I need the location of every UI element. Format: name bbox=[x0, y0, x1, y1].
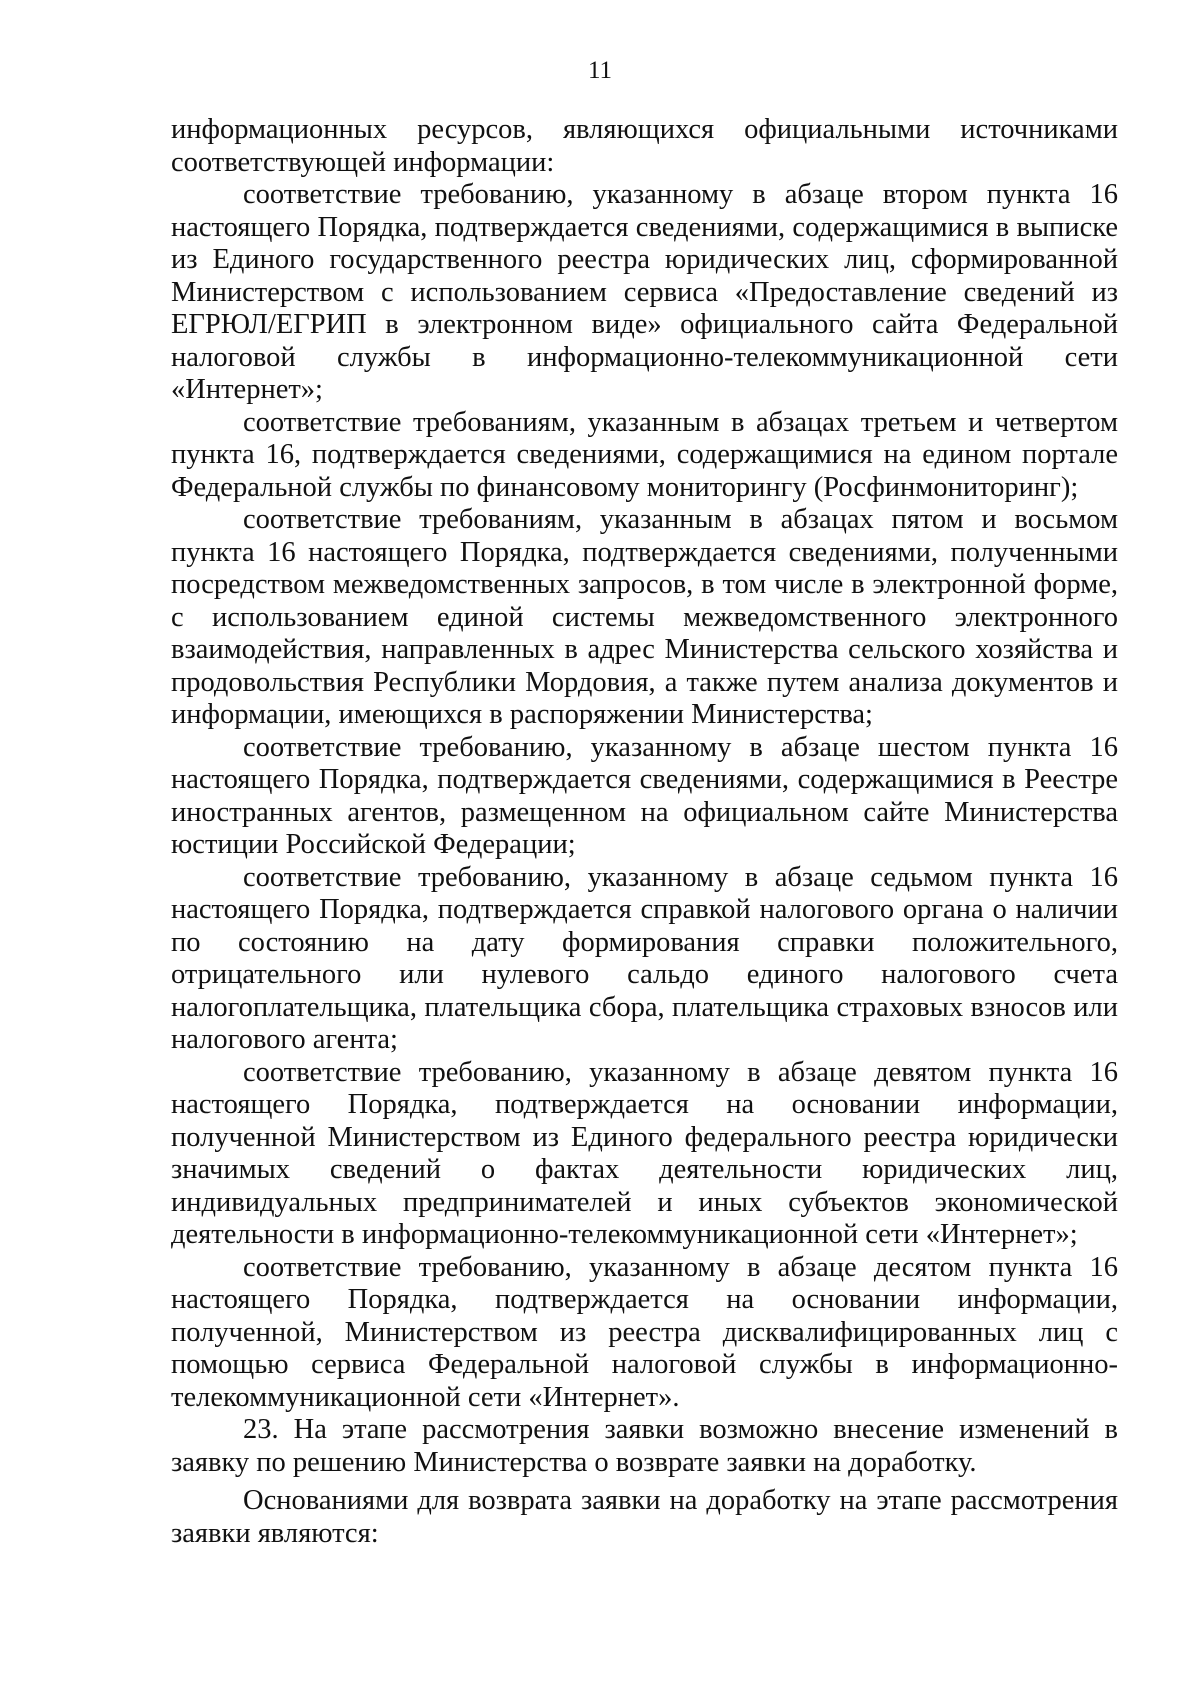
paragraph-tax-certificate-requirement: соответствие требованию, указанному в абзаце седьмом пункта 16 настоящего Порядка, подтверждается справкой налогового органа о наличии по состоянию на дату формирования справки положительного, отрицательного или нулевого сальдо единого налогового счета налогоплательщика, плательщика сбора, плательщика страховых взносов или налогового агента; bbox=[171, 861, 1118, 1055]
paragraph-item-23: 23. На этапе рассмотрения заявки возможно внесение изменений в заявку по решению Министерства о возврате заявки на доработку. bbox=[171, 1414, 1118, 1478]
page-number: 11 bbox=[587, 57, 613, 84]
paragraph-foreign-agents-requirement: соответствие требованию, указанному в абзаце шестом пункта 16 настоящего Порядка, подтверждается сведениями, содержащимися в Реестре иностранных агентов, размещенном на официальном сайте Министерства юстиции Российской Федерации; bbox=[171, 731, 1118, 860]
paragraph-continuation: информационных ресурсов, являющихся официальными источниками соответствующей информации: bbox=[171, 114, 1118, 178]
paragraph-return-grounds: Основаниями для возврата заявки на доработку на этапе рассмотрения заявки являются: bbox=[171, 1485, 1118, 1549]
paragraph-disqualified-persons-requirement: соответствие требованию, указанному в абзаце десятом пункта 16 настоящего Порядка, подтверждается на основании информации, полученной, Министерством из реестра дисквалифицированных лиц с помощью сервиса Федеральной налоговой службы в информационно-телекоммуникационной сети «Интернет». bbox=[171, 1251, 1118, 1413]
paragraph-rosfinmonitoring-requirement: соответствие требованиям, указанным в абзацах третьем и четвертом пункта 16, подтверждается сведениями, содержащимися на едином портале Федеральной службы по финансовому мониторингу (Росфинмониторинг); bbox=[171, 406, 1118, 503]
paragraph-interagency-requests-requirement: соответствие требованиям, указанным в абзацах пятом и восьмом пункта 16 настоящего Порядка, подтверждается сведениями, полученными посредством межведомственных запросов, в том числе в электронной форме, с использованием единой системы межведомственного электронного взаимодействия, направленных в адрес Министерства сельского хозяйства и продовольствия Республики Мордовия, а также путем анализа документов и информации, имеющихся в распоряжении Министерства; bbox=[171, 504, 1118, 730]
paragraph-fedresurs-requirement: соответствие требованию, указанному в абзаце девятом пункта 16 настоящего Порядка, подтверждается на основании информации, полученной Министерством из Единого федерального реестра юридически значимых сведений о фактах деятельности юридических лиц, индивидуальных предпринимателей и иных субъектов экономической деятельности в информационно-телекоммуникационной сети «Интернет»; bbox=[171, 1056, 1118, 1250]
paragraph-egrul-requirement: соответствие требованию, указанному в абзаце втором пункта 16 настоящего Порядка, подтверждается сведениями, содержащимися в выписке из Единого государственного реестра юридических лиц, сформированной Министерством с использованием сервиса «Предоставление сведений из ЕГРЮЛ/ЕГРИП в электронном виде» официального сайта Федеральной налоговой службы в информационно-телекоммуникационной сети «Интернет»; bbox=[171, 179, 1118, 405]
document-body bbox=[171, 114, 1118, 1550]
